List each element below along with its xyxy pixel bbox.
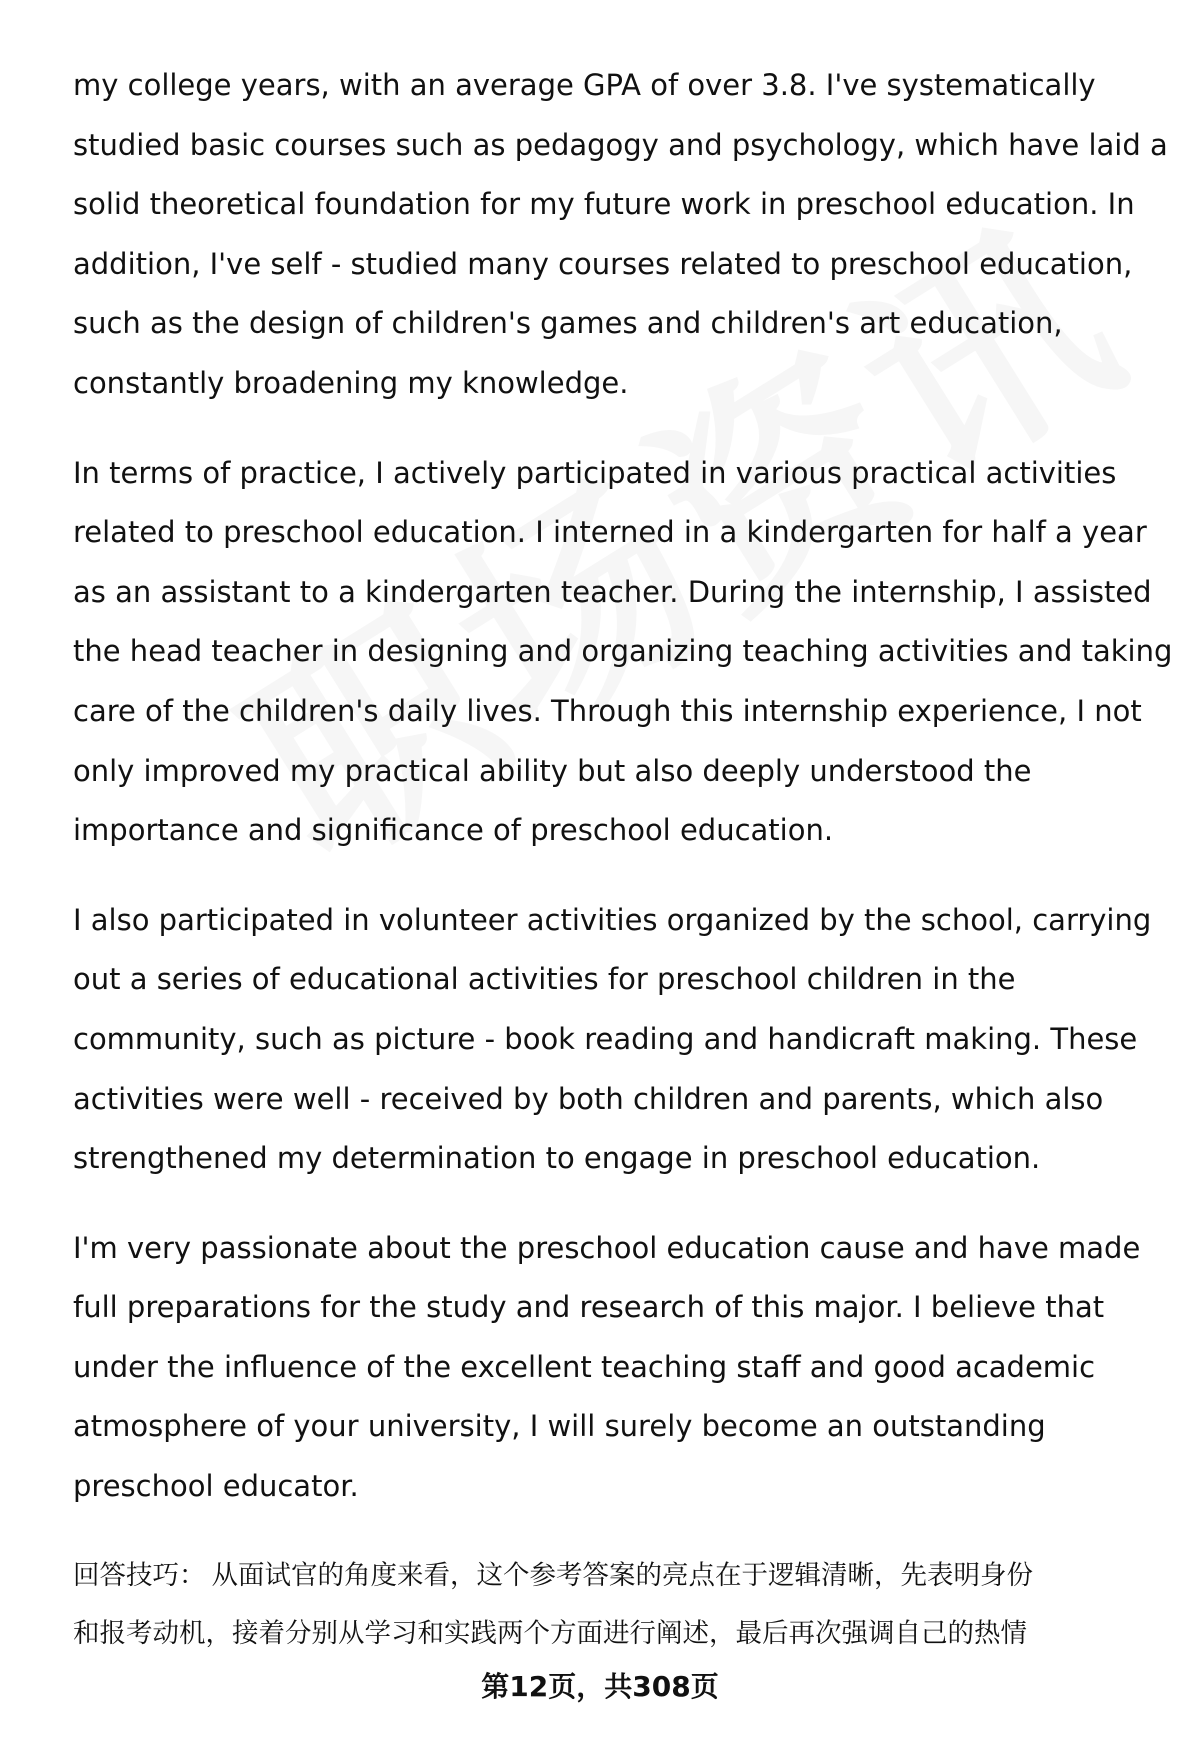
- text-line: preschool educator.: [73, 1469, 359, 1504]
- tips-label: 回答技巧：: [73, 1559, 206, 1591]
- text-line: my college years, with an average GPA of over 3.8. I've systematically: [73, 68, 1096, 102]
- text-line: out a series of educational activities for preschool children in the: [73, 962, 1016, 997]
- text-line: activities were well - received by both children and parents, which also: [73, 1081, 1104, 1116]
- text-line: atmosphere of your university, I will surely become an outstanding: [73, 1409, 1046, 1444]
- text-line: I'm very passionate about the preschool education cause and have made: [73, 1230, 1141, 1265]
- text-line: care of the children's daily lives. Through this internship experience, I not: [73, 693, 1142, 728]
- text-line: only improved my practical ability but also deeply understood the: [73, 753, 1032, 788]
- paragraph-academics: [73, 56, 1168, 414]
- page-number: 第12页，共308页: [481, 1670, 719, 1703]
- text-line: importance and significance of preschool education.: [73, 813, 834, 848]
- text-line: addition, I've self - studied many courses related to preschool education,: [73, 246, 1133, 281]
- text-line: I also participated in volunteer activities organized by the school, carrying: [73, 902, 1152, 937]
- document-body: [73, 56, 1173, 1663]
- paragraph-conclusion: [73, 1219, 1153, 1517]
- text-line: studied basic courses such as pedagogy and psychology, which have laid a: [73, 127, 1168, 162]
- paragraph-volunteer: [73, 891, 1153, 1189]
- text-line: under the influence of the excellent teaching staff and good academic: [73, 1349, 1096, 1384]
- text-line: In terms of practice, I actively participated in various practical activities: [73, 455, 1117, 490]
- text-line: community, such as picture - book reading and handicraft making. These: [73, 1021, 1138, 1056]
- tips-line: 和报考动机，接着分别从学习和实践两个方面进行阐述，最后再次强调自己的热情: [73, 1617, 1027, 1649]
- text-line: as an assistant to a kindergarten teacher. During the internship, I assisted: [73, 574, 1152, 609]
- text-line: the head teacher in designing and organizing teaching activities and taking: [73, 634, 1173, 669]
- text-line: such as the design of children's games and children's art education,: [73, 306, 1063, 341]
- text-line: constantly broadening my knowledge.: [73, 365, 629, 400]
- text-line: full preparations for the study and research of this major. I believe that: [73, 1290, 1105, 1325]
- tips-line: [73, 1547, 1153, 1605]
- tips-text: 从面试官的角度来看，这个参考答案的亮点在于逻辑清晰，先表明身份: [211, 1559, 1033, 1591]
- answer-tips: [73, 1547, 1153, 1663]
- paragraph-practice: [73, 444, 1173, 861]
- text-line: solid theoretical foundation for my future work in preschool education. In: [73, 187, 1135, 222]
- text-line: related to preschool education. I interned in a kindergarten for half a year: [73, 515, 1147, 550]
- text-line: strengthened my determination to engage in preschool education.: [73, 1141, 1041, 1176]
